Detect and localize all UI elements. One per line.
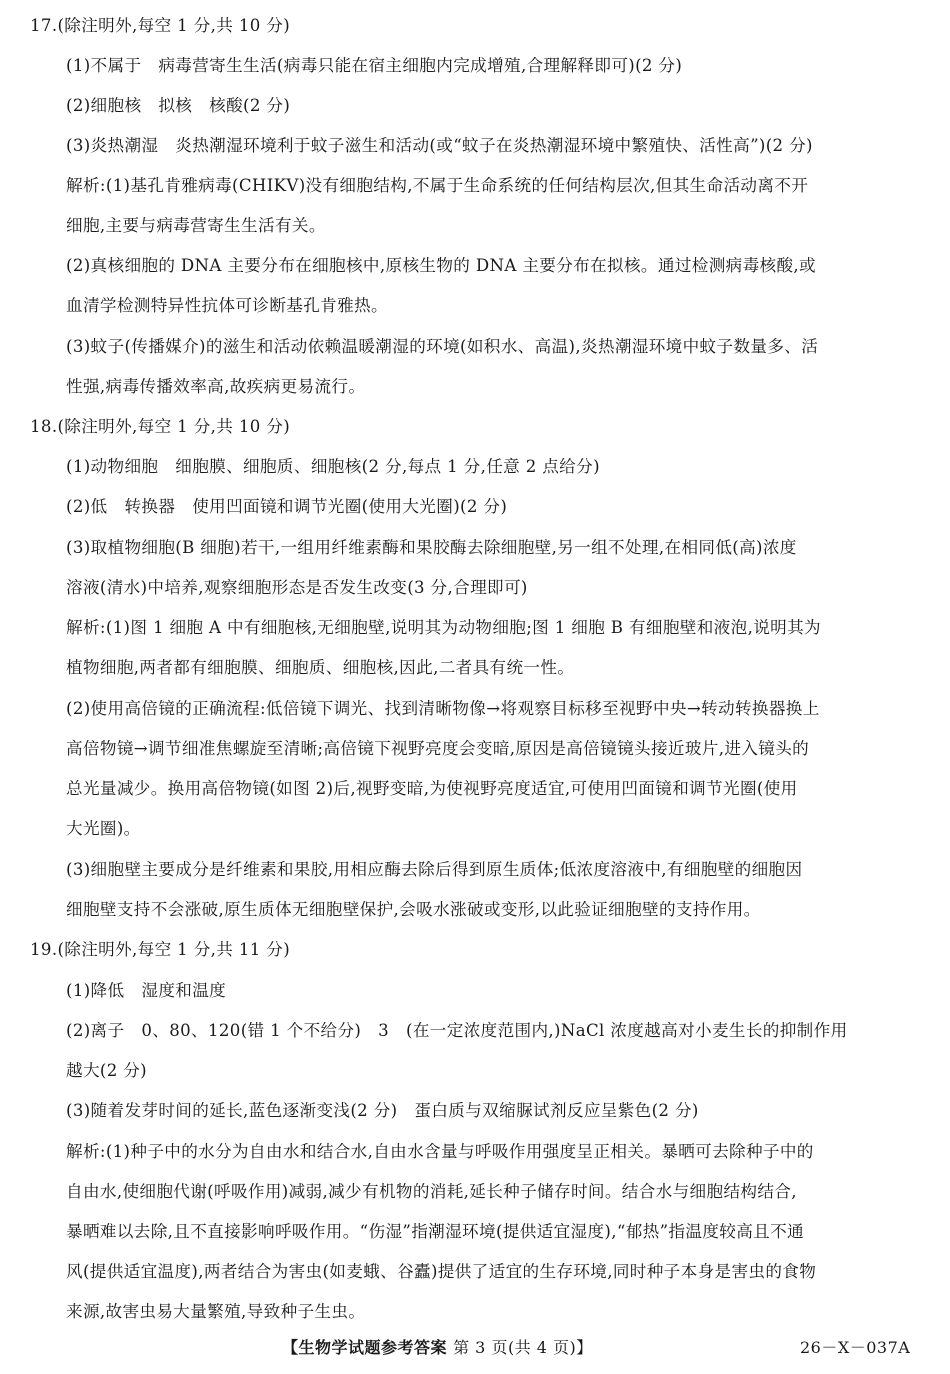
q17-answer-2: (2)细胞核 拟核 核酸(2 分) <box>66 96 291 115</box>
q18-answer-1: (1)动物细胞 细胞膜、细胞质、细胞核(2 分,每点 1 分,任意 2 点给分) <box>66 457 600 476</box>
q19-header: 19.(除注明外,每空 1 分,共 11 分) <box>30 940 291 959</box>
q17-analysis-1a: 解析:(1)基孔肯雅病毒(CHIKV)没有细胞结构,不属于生命系统的任何结构层次,但其生命活动离不开 <box>66 176 809 195</box>
q18-analysis-2b: 高倍物镜→调节细准焦螺旋至清晰;高倍镜下视野亮度会变暗,原因是高倍镜镜头接近玻片,进入镜头的 <box>66 739 810 758</box>
q18-header: 18.(除注明外,每空 1 分,共 10 分) <box>30 417 291 436</box>
q19-answer-2a: (2)离子 0、80、120(错 1 个不给分) 3 (在一定浓度范围内,)NaCl 浓度越高对小麦生长的抑制作用 <box>66 1021 848 1040</box>
q18-answer-2: (2)低 转换器 使用凹面镜和调节光圈(使用大光圈)(2 分) <box>66 497 508 516</box>
q17-analysis-2a: (2)真核细胞的 DNA 主要分布在细胞核中,原核生物的 DNA 主要分布在拟核。通过检测病毒核酸,或 <box>66 256 816 275</box>
q18-analysis-1a: 解析:(1)图 1 细胞 A 中有细胞核,无细胞壁,说明其为动物细胞;图 1 细胞 B 有细胞壁和液泡,说明其为 <box>66 618 821 637</box>
footer-page-number: 第 3 页(共 4 页)】 <box>453 1338 593 1357</box>
q19-analysis-1d: 风(提供适宜温度),两者结合为害虫(如麦蛾、谷蠹)提供了适宜的生存环境,同时种子本身是害虫的食物 <box>66 1262 817 1281</box>
q18-analysis-2a: (2)使用高倍镜的正确流程:低倍镜下调光、找到清晰物像→将观察目标移至视野中央→转动转换器换上 <box>66 699 820 718</box>
q18-analysis-3b: 细胞壁支持不会涨破,原生质体无细胞壁保护,会吸水涨破或变形,以此验证细胞壁的支持作用。 <box>66 900 761 919</box>
q19-answer-2b: 越大(2 分) <box>66 1061 148 1080</box>
q17-analysis-3a: (3)蚊子(传播媒介)的滋生和活动依赖温暖潮湿的环境(如积水、高温),炎热潮湿环境中蚊子数量多、活 <box>66 337 819 356</box>
q19-analysis-1a: 解析:(1)种子中的水分为自由水和结合水,自由水含量与呼吸作用强度呈正相关。暴晒可去除种子中的 <box>66 1142 814 1161</box>
page-footer <box>0 1335 950 1361</box>
q17-analysis-1b: 细胞,主要与病毒营寄生生活有关。 <box>66 216 326 235</box>
q18-answer-3a: (3)取植物细胞(B 细胞)若干,一组用纤维素酶和果胶酶去除细胞壁,另一组不处理,在相同低(高)浓度 <box>66 538 797 557</box>
q18-answer-3b: 溶液(清水)中培养,观察细胞形态是否发生改变(3 分,合理即可) <box>66 578 528 597</box>
q19-analysis-1b: 自由水,使细胞代谢(呼吸作用)减弱,减少有机物的消耗,延长种子储存时间。结合水与细胞结构结合, <box>66 1182 797 1201</box>
q19-answer-3: (3)随着发芽时间的延长,蓝色逐渐变浅(2 分) 蛋白质与双缩脲试剂反应呈紫色(2 分) <box>66 1101 699 1120</box>
footer-title-block <box>282 1335 593 1361</box>
q17-analysis-3b: 性强,病毒传播效率高,故疾病更易流行。 <box>66 377 366 396</box>
q17-header: 17.(除注明外,每空 1 分,共 10 分) <box>30 16 291 35</box>
q19-answer-1: (1)降低 湿度和温度 <box>66 981 227 1000</box>
q17-answer-1: (1)不属于 病毒营寄生生活(病毒只能在宿主细胞内完成增殖,合理解释即可)(2 分) <box>66 56 683 75</box>
q18-analysis-2d: 大光圈)。 <box>66 819 141 838</box>
footer-paper-code: 26－X－037A <box>800 1338 911 1357</box>
q18-analysis-1b: 植物细胞,两者都有细胞膜、细胞质、细胞核,因此,二者具有统一性。 <box>66 658 575 677</box>
footer-title: 【生物学试题参考答案 <box>282 1338 448 1357</box>
q19-analysis-1e: 来源,故害虫易大量繁殖,导致种子生虫。 <box>66 1302 366 1321</box>
q17-analysis-2b: 血清学检测特异性抗体可诊断基孔肯雅热。 <box>66 296 388 315</box>
q19-analysis-1c: 暴晒难以去除,且不直接影响呼吸作用。“伤湿”指潮湿环境(提供适宜湿度),“郁热”指温度较高且不通 <box>66 1222 804 1241</box>
q18-analysis-2c: 总光量减少。换用高倍物镜(如图 2)后,视野变暗,为使视野亮度适宜,可使用凹面镜和调节光圈(使用 <box>66 779 798 798</box>
q18-analysis-3a: (3)细胞壁主要成分是纤维素和果胶,用相应酶去除后得到原生质体;低浓度溶液中,有细胞壁的细胞因 <box>66 860 803 879</box>
q17-answer-3: (3)炎热潮湿 炎热潮湿环境利于蚊子滋生和活动(或“蚊子在炎热潮湿环境中繁殖快、活性高”)(2 分) <box>66 136 813 155</box>
